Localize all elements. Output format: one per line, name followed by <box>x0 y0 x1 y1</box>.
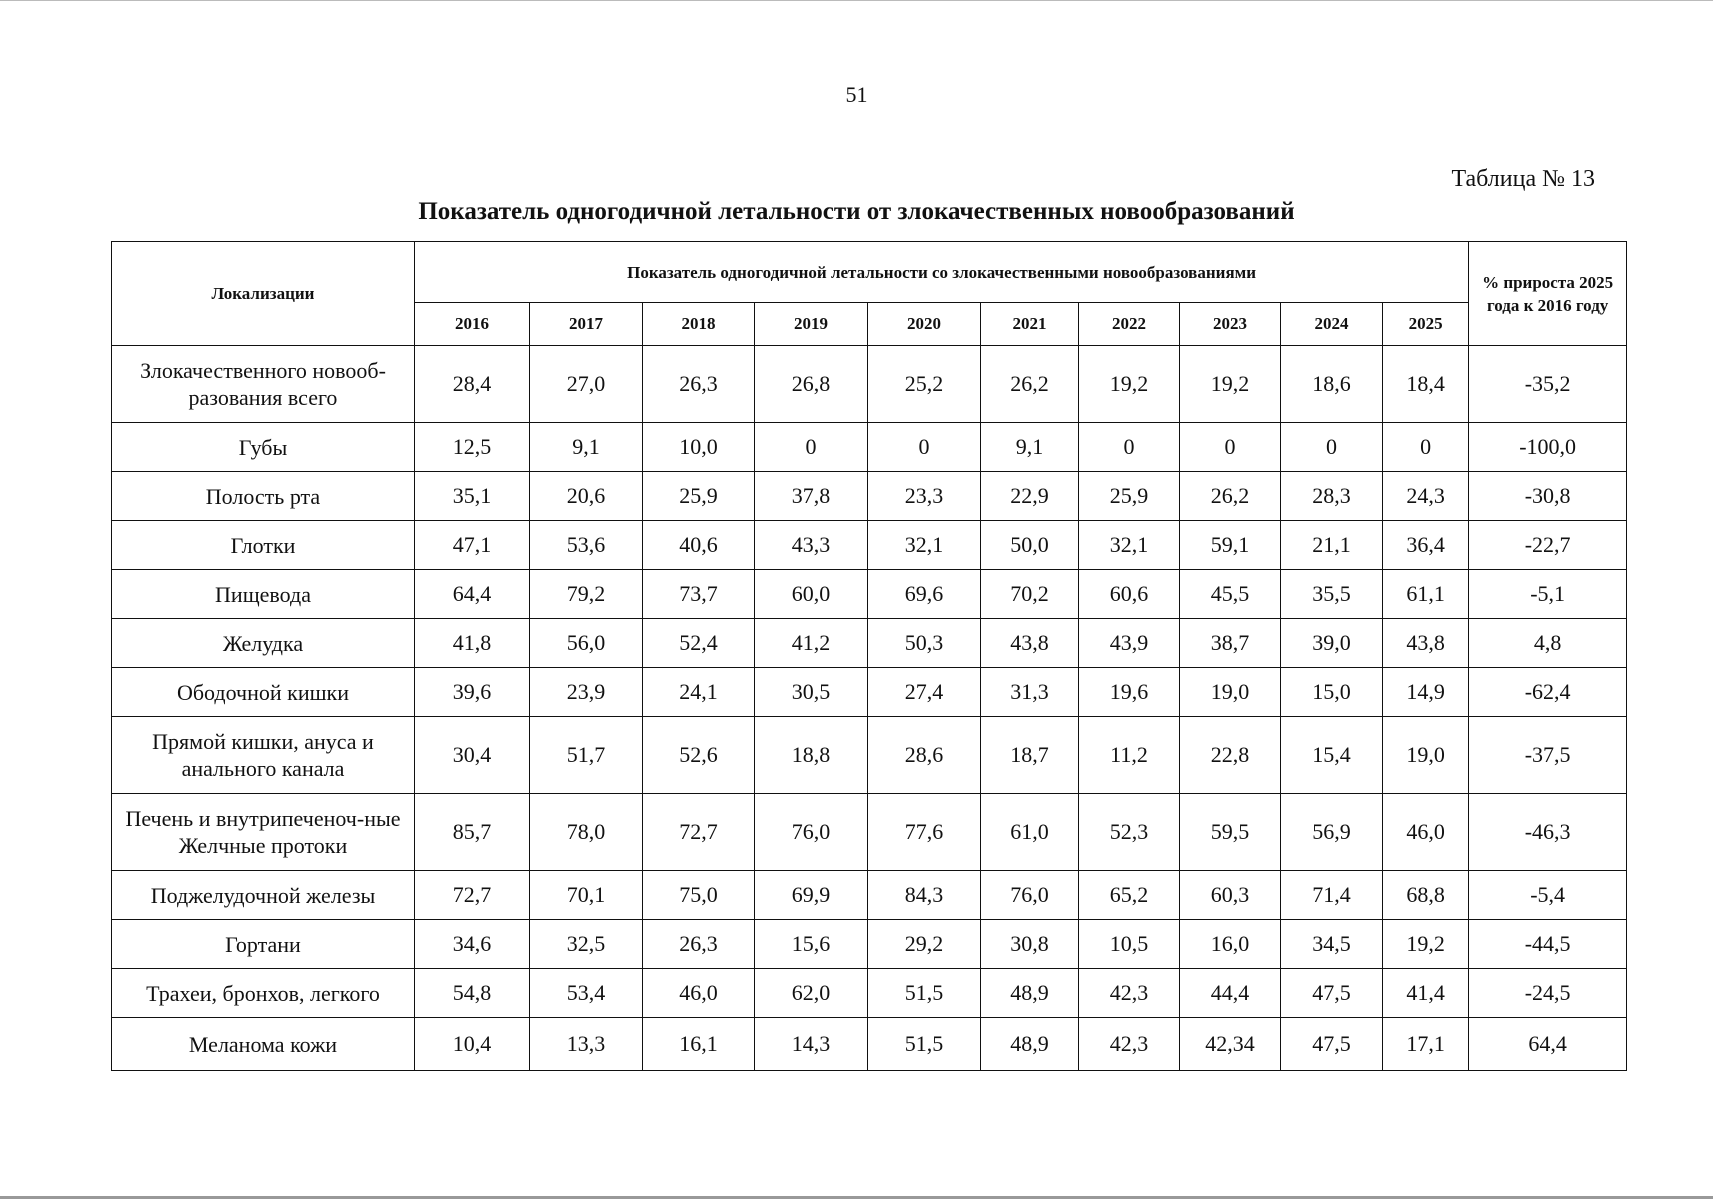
header-indicator: Показатель одногодичной летальности со злокачественными новообразованиями <box>415 242 1469 303</box>
value-cell-2022: 19,6 <box>1079 668 1180 717</box>
year-header-2019: 2019 <box>755 303 868 346</box>
value-cell-2019: 15,6 <box>755 920 868 969</box>
location-cell: Поджелудочной железы <box>112 871 415 920</box>
value-cell-2023: 0 <box>1180 423 1281 472</box>
value-cell-2019: 76,0 <box>755 794 868 871</box>
location-cell: Трахеи, бронхов, легкого <box>112 969 415 1018</box>
table-row <box>112 346 1627 423</box>
growth-cell: -100,0 <box>1469 423 1627 472</box>
year-header-2016: 2016 <box>415 303 530 346</box>
value-cell-2020: 27,4 <box>868 668 981 717</box>
value-cell-2016: 35,1 <box>415 472 530 521</box>
value-cell-2016: 39,6 <box>415 668 530 717</box>
value-cell-2025: 41,4 <box>1383 969 1469 1018</box>
value-cell-2025: 24,3 <box>1383 472 1469 521</box>
value-cell-2024: 18,6 <box>1281 346 1383 423</box>
value-cell-2022: 42,3 <box>1079 1018 1180 1071</box>
value-cell-2020: 50,3 <box>868 619 981 668</box>
value-cell-2018: 75,0 <box>643 871 755 920</box>
value-cell-2022: 19,2 <box>1079 346 1180 423</box>
value-cell-2017: 78,0 <box>530 794 643 871</box>
value-cell-2019: 18,8 <box>755 717 868 794</box>
value-cell-2022: 0 <box>1079 423 1180 472</box>
document-title: Показатель одногодичной летальности от злокачественных новообразований <box>418 198 1295 225</box>
value-cell-2016: 41,8 <box>415 619 530 668</box>
value-cell-2022: 10,5 <box>1079 920 1180 969</box>
value-cell-2019: 41,2 <box>755 619 868 668</box>
value-cell-2024: 35,5 <box>1281 570 1383 619</box>
value-cell-2021: 31,3 <box>981 668 1079 717</box>
growth-cell: -24,5 <box>1469 969 1627 1018</box>
value-cell-2023: 19,0 <box>1180 668 1281 717</box>
value-cell-2016: 10,4 <box>415 1018 530 1071</box>
value-cell-2025: 36,4 <box>1383 521 1469 570</box>
value-cell-2024: 15,4 <box>1281 717 1383 794</box>
value-cell-2017: 13,3 <box>530 1018 643 1071</box>
value-cell-2022: 42,3 <box>1079 969 1180 1018</box>
year-header-2018: 2018 <box>643 303 755 346</box>
value-cell-2022: 11,2 <box>1079 717 1180 794</box>
page-number: 51 <box>845 82 868 107</box>
scan-edge-top <box>0 0 1713 1</box>
lethality-table <box>111 241 1627 1071</box>
value-cell-2020: 32,1 <box>868 521 981 570</box>
value-cell-2025: 18,4 <box>1383 346 1469 423</box>
growth-cell: -62,4 <box>1469 668 1627 717</box>
value-cell-2016: 47,1 <box>415 521 530 570</box>
value-cell-2021: 9,1 <box>981 423 1079 472</box>
value-cell-2025: 61,1 <box>1383 570 1469 619</box>
location-cell: Желудка <box>112 619 415 668</box>
value-cell-2024: 39,0 <box>1281 619 1383 668</box>
value-cell-2022: 60,6 <box>1079 570 1180 619</box>
value-cell-2017: 79,2 <box>530 570 643 619</box>
value-cell-2024: 56,9 <box>1281 794 1383 871</box>
value-cell-2025: 19,0 <box>1383 717 1469 794</box>
value-cell-2020: 51,5 <box>868 969 981 1018</box>
value-cell-2024: 34,5 <box>1281 920 1383 969</box>
value-cell-2021: 48,9 <box>981 969 1079 1018</box>
table-body <box>112 346 1627 1071</box>
value-cell-2016: 30,4 <box>415 717 530 794</box>
value-cell-2017: 53,4 <box>530 969 643 1018</box>
value-cell-2017: 56,0 <box>530 619 643 668</box>
value-cell-2023: 59,5 <box>1180 794 1281 871</box>
growth-cell: -5,1 <box>1469 570 1627 619</box>
table-row <box>112 570 1627 619</box>
table-row <box>112 423 1627 472</box>
value-cell-2021: 70,2 <box>981 570 1079 619</box>
value-cell-2022: 65,2 <box>1079 871 1180 920</box>
value-cell-2021: 50,0 <box>981 521 1079 570</box>
value-cell-2016: 34,6 <box>415 920 530 969</box>
value-cell-2025: 0 <box>1383 423 1469 472</box>
table-row <box>112 920 1627 969</box>
year-header-2022: 2022 <box>1079 303 1180 346</box>
value-cell-2016: 85,7 <box>415 794 530 871</box>
location-cell: Глотки <box>112 521 415 570</box>
value-cell-2018: 26,3 <box>643 920 755 969</box>
year-header-2024: 2024 <box>1281 303 1383 346</box>
value-cell-2020: 69,6 <box>868 570 981 619</box>
value-cell-2020: 28,6 <box>868 717 981 794</box>
value-cell-2017: 9,1 <box>530 423 643 472</box>
value-cell-2019: 69,9 <box>755 871 868 920</box>
value-cell-2023: 42,34 <box>1180 1018 1281 1071</box>
year-header-2025: 2025 <box>1383 303 1469 346</box>
value-cell-2022: 25,9 <box>1079 472 1180 521</box>
value-cell-2017: 20,6 <box>530 472 643 521</box>
table-label: Таблица № 13 <box>1451 166 1595 192</box>
value-cell-2025: 14,9 <box>1383 668 1469 717</box>
scan-edge-bottom <box>0 1196 1713 1199</box>
value-cell-2021: 43,8 <box>981 619 1079 668</box>
year-header-2023: 2023 <box>1180 303 1281 346</box>
value-cell-2025: 17,1 <box>1383 1018 1469 1071</box>
value-cell-2023: 45,5 <box>1180 570 1281 619</box>
growth-cell: -35,2 <box>1469 346 1627 423</box>
value-cell-2017: 32,5 <box>530 920 643 969</box>
value-cell-2018: 10,0 <box>643 423 755 472</box>
value-cell-2020: 77,6 <box>868 794 981 871</box>
value-cell-2024: 47,5 <box>1281 1018 1383 1071</box>
value-cell-2022: 43,9 <box>1079 619 1180 668</box>
value-cell-2018: 46,0 <box>643 969 755 1018</box>
location-cell: Гортани <box>112 920 415 969</box>
value-cell-2024: 28,3 <box>1281 472 1383 521</box>
value-cell-2020: 25,2 <box>868 346 981 423</box>
value-cell-2017: 53,6 <box>530 521 643 570</box>
table-row <box>112 1018 1627 1071</box>
value-cell-2021: 18,7 <box>981 717 1079 794</box>
value-cell-2019: 26,8 <box>755 346 868 423</box>
value-cell-2018: 52,4 <box>643 619 755 668</box>
value-cell-2020: 23,3 <box>868 472 981 521</box>
location-cell: Ободочной кишки <box>112 668 415 717</box>
value-cell-2020: 51,5 <box>868 1018 981 1071</box>
value-cell-2019: 60,0 <box>755 570 868 619</box>
value-cell-2021: 61,0 <box>981 794 1079 871</box>
value-cell-2017: 51,7 <box>530 717 643 794</box>
header-locations: Локализации <box>112 242 415 346</box>
value-cell-2018: 24,1 <box>643 668 755 717</box>
table-row <box>112 521 1627 570</box>
table-row <box>112 871 1627 920</box>
table-row <box>112 969 1627 1018</box>
value-cell-2024: 21,1 <box>1281 521 1383 570</box>
location-cell: Меланома кожи <box>112 1018 415 1071</box>
value-cell-2019: 62,0 <box>755 969 868 1018</box>
value-cell-2020: 29,2 <box>868 920 981 969</box>
year-header-2021: 2021 <box>981 303 1079 346</box>
value-cell-2021: 30,8 <box>981 920 1079 969</box>
table-row <box>112 717 1627 794</box>
value-cell-2021: 48,9 <box>981 1018 1079 1071</box>
value-cell-2023: 19,2 <box>1180 346 1281 423</box>
value-cell-2023: 44,4 <box>1180 969 1281 1018</box>
table-row <box>112 794 1627 871</box>
value-cell-2025: 46,0 <box>1383 794 1469 871</box>
location-cell: Полость рта <box>112 472 415 521</box>
value-cell-2018: 73,7 <box>643 570 755 619</box>
value-cell-2019: 0 <box>755 423 868 472</box>
header-growth: % прироста 2025 года к 2016 году <box>1469 242 1627 346</box>
value-cell-2018: 72,7 <box>643 794 755 871</box>
growth-cell: -46,3 <box>1469 794 1627 871</box>
value-cell-2017: 23,9 <box>530 668 643 717</box>
growth-cell: -22,7 <box>1469 521 1627 570</box>
year-header-2020: 2020 <box>868 303 981 346</box>
growth-cell: -37,5 <box>1469 717 1627 794</box>
value-cell-2016: 12,5 <box>415 423 530 472</box>
value-cell-2022: 32,1 <box>1079 521 1180 570</box>
value-cell-2021: 76,0 <box>981 871 1079 920</box>
location-cell: Злокачественного новооб-разования всего <box>112 346 415 423</box>
value-cell-2018: 52,6 <box>643 717 755 794</box>
value-cell-2019: 30,5 <box>755 668 868 717</box>
value-cell-2024: 47,5 <box>1281 969 1383 1018</box>
value-cell-2023: 16,0 <box>1180 920 1281 969</box>
value-cell-2024: 71,4 <box>1281 871 1383 920</box>
growth-cell: 64,4 <box>1469 1018 1627 1071</box>
value-cell-2016: 54,8 <box>415 969 530 1018</box>
growth-cell: -5,4 <box>1469 871 1627 920</box>
location-cell: Пищевода <box>112 570 415 619</box>
location-cell: Губы <box>112 423 415 472</box>
value-cell-2020: 0 <box>868 423 981 472</box>
value-cell-2024: 15,0 <box>1281 668 1383 717</box>
growth-cell: 4,8 <box>1469 619 1627 668</box>
value-cell-2021: 26,2 <box>981 346 1079 423</box>
growth-cell: -30,8 <box>1469 472 1627 521</box>
value-cell-2025: 68,8 <box>1383 871 1469 920</box>
table-row <box>112 619 1627 668</box>
value-cell-2023: 22,8 <box>1180 717 1281 794</box>
value-cell-2018: 25,9 <box>643 472 755 521</box>
value-cell-2016: 28,4 <box>415 346 530 423</box>
value-cell-2023: 59,1 <box>1180 521 1281 570</box>
value-cell-2017: 70,1 <box>530 871 643 920</box>
value-cell-2023: 38,7 <box>1180 619 1281 668</box>
value-cell-2019: 14,3 <box>755 1018 868 1071</box>
value-cell-2018: 16,1 <box>643 1018 755 1071</box>
value-cell-2020: 84,3 <box>868 871 981 920</box>
value-cell-2023: 26,2 <box>1180 472 1281 521</box>
value-cell-2018: 40,6 <box>643 521 755 570</box>
value-cell-2022: 52,3 <box>1079 794 1180 871</box>
table-row <box>112 668 1627 717</box>
value-cell-2017: 27,0 <box>530 346 643 423</box>
growth-cell: -44,5 <box>1469 920 1627 969</box>
location-cell: Прямой кишки, ануса и анального канала <box>112 717 415 794</box>
value-cell-2019: 37,8 <box>755 472 868 521</box>
value-cell-2025: 19,2 <box>1383 920 1469 969</box>
value-cell-2016: 64,4 <box>415 570 530 619</box>
table-row <box>112 472 1627 521</box>
value-cell-2021: 22,9 <box>981 472 1079 521</box>
location-cell: Печень и внутрипеченоч-ные Желчные протоки <box>112 794 415 871</box>
year-header-2017: 2017 <box>530 303 643 346</box>
value-cell-2019: 43,3 <box>755 521 868 570</box>
value-cell-2016: 72,7 <box>415 871 530 920</box>
value-cell-2025: 43,8 <box>1383 619 1469 668</box>
value-cell-2023: 60,3 <box>1180 871 1281 920</box>
value-cell-2024: 0 <box>1281 423 1383 472</box>
value-cell-2018: 26,3 <box>643 346 755 423</box>
